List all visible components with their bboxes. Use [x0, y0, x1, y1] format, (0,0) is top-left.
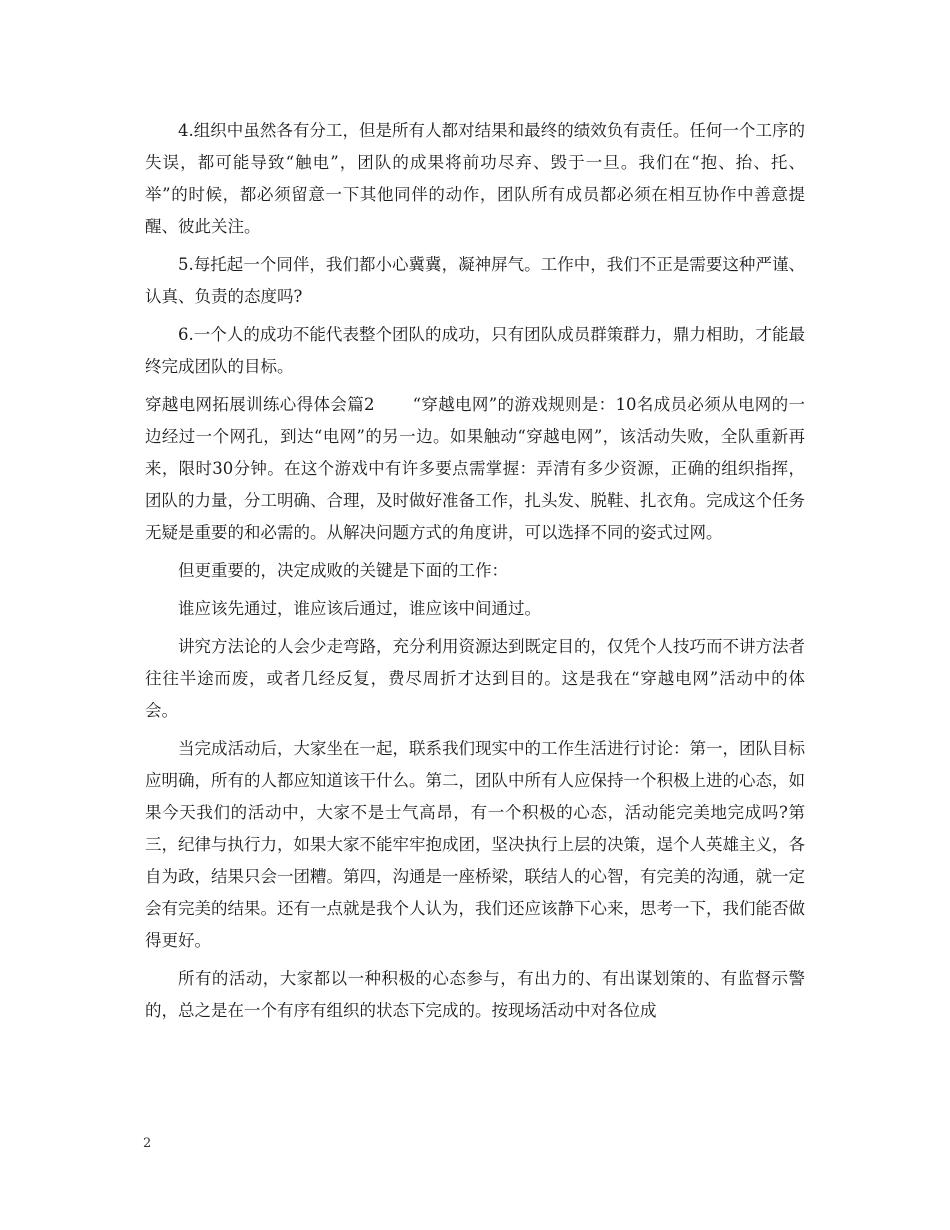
paragraph-point-5: 5.每托起一个同伴，我们都小心冀冀，凝神屏气。工作中，我们不正是需要这种严谨、认真、负责的态度吗?	[145, 255, 805, 306]
section-paragraph	[145, 389, 805, 549]
document-body	[145, 115, 805, 1033]
paragraph-point-6: 6.一个人的成功不能代表整个团队的成功，只有团队成员群策群力，鼎力相助，才能最终完成团队的目标。	[145, 325, 805, 376]
paragraph-activities: 所有的活动，大家都以一种积极的心态参与，有出力的、有出谋划策的、有监督示警的，总之是在一个有序有组织的状态下完成的。按现场活动中对各位成	[145, 969, 805, 1020]
paragraph-key-work: 但更重要的，决定成败的关键是下面的工作：	[178, 561, 508, 580]
paragraph-methodology: 讲究方法论的人会少走弯路，充分利用资源达到既定目的，仅凭个人技巧而不讲方法者往往半途而废，或者几经反复，费尽周折才达到目的。这是我在“穿越电网”活动中的体会。	[145, 637, 805, 720]
section-first-text: “穿越电网”的游戏规则是：10名成员必须从电网的一边经过一个网孔，到达“电网”的另一边。如果触动“穿越电网”，该活动失败，全队重新再来，限时30分钟。在这个游戏中有许多要点需掌握：弄清有多少资源，正确的组织指挥，团队的力量，分工明确、合理，及时做好准备工作，扎头发、脱鞋、扎衣角。完成这个任务无疑是重要的和必需的。从解决问题方式的角度讲，可以选择不同的姿式过网。	[145, 395, 805, 542]
page-number: 2	[143, 1136, 152, 1151]
paragraph-point-4: 4.组织中虽然各有分工，但是所有人都对结果和最终的绩效负有责任。任何一个工序的失误，都可能导致“触电”，团队的成果将前功尽弃、毁于一旦。我们在“抱、抬、托、举”的时候，都必须留意一下其他同伴的动作，团队所有成员都必须在相互协作中善意提醒、彼此关注。	[145, 121, 805, 236]
paragraph-discussion: 当完成活动后，大家坐在一起，联系我们现实中的工作生活进行讨论：第一，团队目标应明确，所有的人都应知道该干什么。第二，团队中所有人应保持一个积极上进的心态，如果今天我们的活动中，大家不是士气高昂，有一个积极的心态，活动能完美地完成吗?第三，纪律与执行力，如果大家不能牢牢抱成团，坚决执行上层的决策，逞个人英雄主义，各自为政，结果只会一团糟。第四，沟通是一座桥梁，联结人的心智，有完美的沟通，就一定会有完美的结果。还有一点就是我个人认为，我们还应该静下心来，思考一下，我们能否做得更好。	[145, 739, 805, 950]
section-title: 穿越电网拓展训练心得体会篇2	[145, 395, 375, 414]
paragraph-order: 谁应该先通过，谁应该后通过，谁应该中间通过。	[178, 599, 541, 618]
